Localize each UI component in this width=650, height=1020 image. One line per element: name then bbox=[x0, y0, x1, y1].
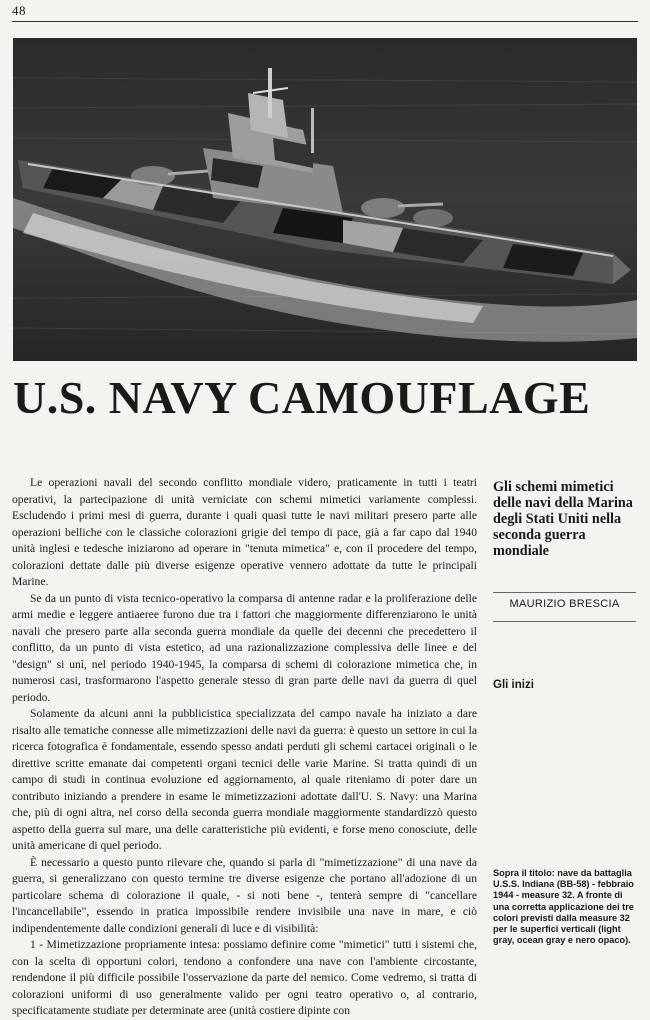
battleship-photo bbox=[13, 38, 637, 361]
article-body bbox=[12, 475, 477, 1020]
section-label: Gli inizi bbox=[493, 679, 534, 691]
article-subtitle: Gli schemi mimetici delle navi della Marina degli Stati Uniti nella seconda guerra mondiale bbox=[493, 479, 633, 559]
body-paragraph: Solamente da alcuni anni la pubblicistica specializzata del campo navale ha iniziato a dare risalto alle tematiche connesse alle mimetizzazioni delle navi da guerra: è questo un settore in cui la ricerca fotografica è fondamentale, essendo spesso andati perduti gli schemi cartacei originali o le direttive scritte emanate dai competenti organi tecnici delle varie Marine. Si tratta quindi di un campo di studi in continua evoluzione ed aggiornamento, al quale riteniamo di poter dare un contributo iniziando a prendere in esame le mimetizzazioni adottate dall'U. S. Navy: una Marina che, più di ogni altra, nel corso della seconda guerra mondiale maggiormente standardizzò questo aspetto della guerra sul mare, una delle caratteristiche più evidenti, e forse meno conosciute, delle unità americane di quel periodo. bbox=[12, 707, 477, 852]
body-paragraph: Se da un punto di vista tecnico-operativo la comparsa di antenne radar e la proliferazione delle armi medie e leggere antiaeree furono due tra i fattori che maggiormente differenziarono le unità navali che presero parte alla seconda guerra mondiale da quelle dei decenni che precedettero il conflitto, da un punto di vista estetico, ad una razionalizzazione complessiva delle linee e del "design" si unì, nel periodo 1940-1945, la comparsa di schemi di colorazione mimetica che, in numerosi casi, trasformarono l'aspetto generale stesso di gran parte delle navi da guerra di quel periodo. bbox=[12, 591, 477, 704]
body-paragraph: È necessario a questo punto rilevare che, quando si parla di "mimetizzazione" di una nave da guerra, si generalizzano con questo termine tre diverse esigenze che portano all'adozione di un particolare schema di colorazione il quale, - si noti bene -, tenterà sempre di "cancellare l'incancellabile", essendo in pratica impossibile rendere invisibile una nave in mare, e ciò indipendentemente dalle condizioni generali di luce e di visibilità: bbox=[12, 855, 477, 935]
author-rule-top bbox=[493, 592, 636, 593]
article-title: U.S. NAVY CAMOUFLAGE bbox=[13, 372, 591, 423]
author-rule-bottom bbox=[493, 621, 636, 622]
body-paragraph: 1 - Mimetizzazione propriamente intesa: possiamo definire come "mimetici" tutti i sistemi che, con la scelta di opportuni colori, tendono a confondere una nave con l'ambiente circostante, rendendone il più difficile possibile l'osservazione da parte del nemico. Come vedremo, si tratta di colorazioni uniformi di uso generalmente valido per ogni teatro operativo o, al contrario, specificatamente studiate per determinate aree (unità costiere dipinte con bbox=[12, 938, 477, 1017]
page-number: 48 bbox=[12, 3, 26, 18]
photo-caption: Sopra il titolo: nave da battaglia U.S.S. Indiana (BB-58) - febbraio 1944 - measure 32. A fronte di una corretta applicazione dei tre colori previsti dalla measure 32 per le superfici verticali (light gray, ocean gray e nero opaco). bbox=[493, 868, 634, 946]
top-rule bbox=[12, 21, 638, 22]
body-paragraph: Le operazioni navali del secondo conflitto mondiale videro, praticamente in tutti i teatri operativi, la partecipazione di unità verniciate con schemi mimetici variamente complessi. Escludendo i primi mesi di guerra, durante i quali quasi tutte le navi militari presero parte alle operazioni belliche con le classiche colorazioni grigie del tempo di pace, già a far capo dal 1940 unità inglesi e tedesche iniziarono ad operare in "tenuta mimetica" e, con il procedere del tempo, colorazioni dettate dalle più diverse esigenze operative vennero adottate da tutte le principali Marine. bbox=[12, 476, 477, 588]
author-name: MAURIZIO BRESCIA bbox=[509, 598, 620, 610]
